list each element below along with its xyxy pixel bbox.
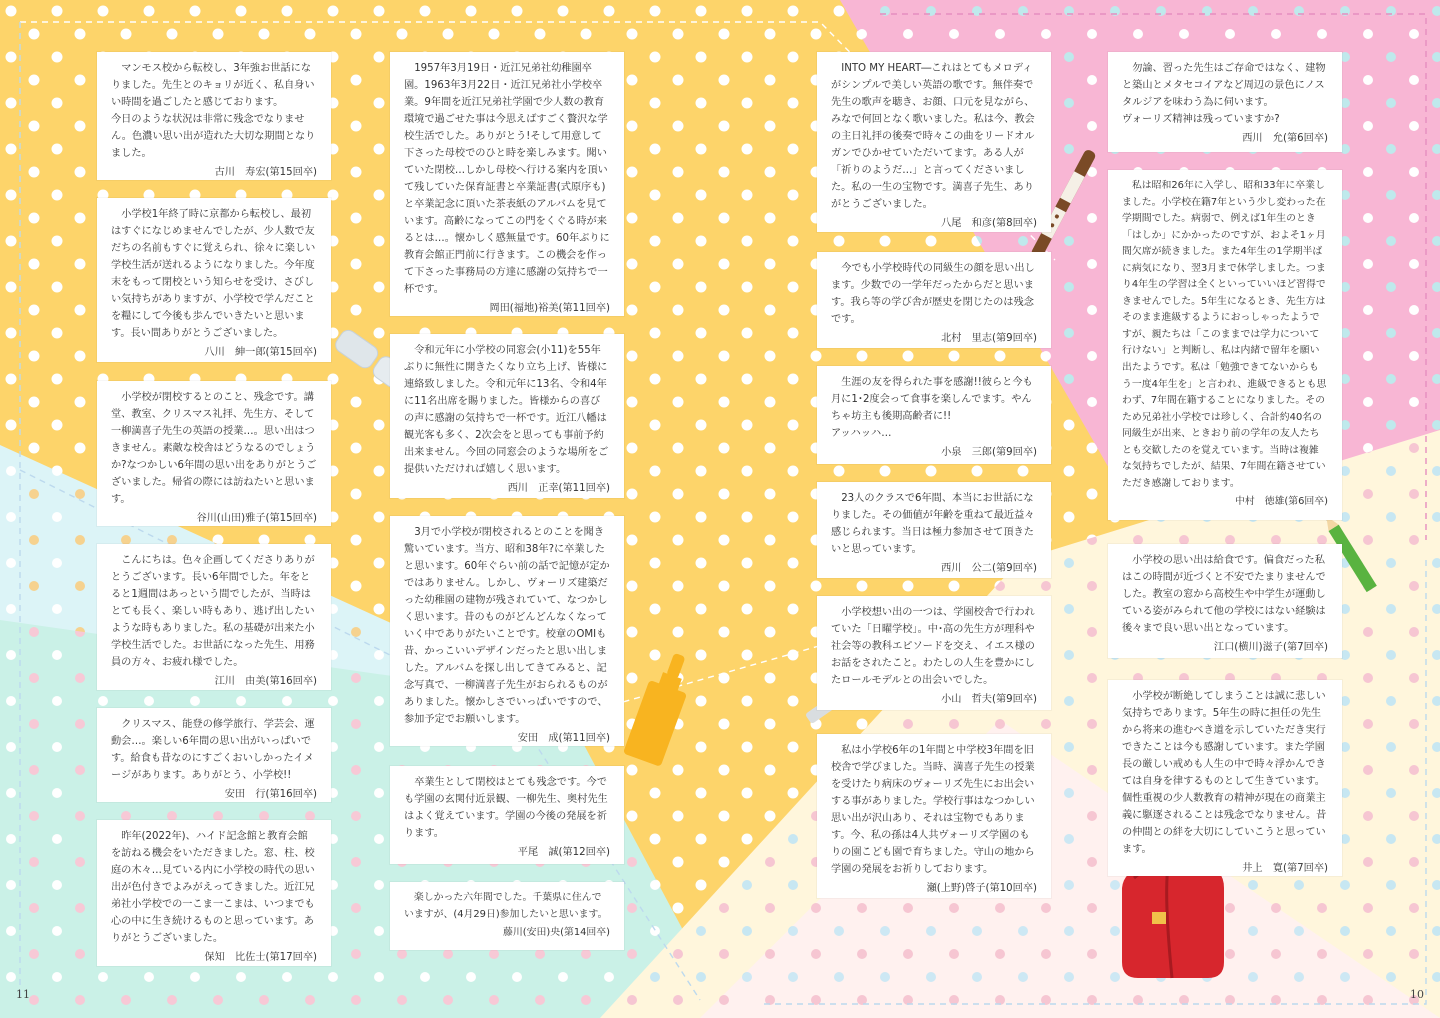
message-text: 今でも小学校時代の同級生の顔を思い出します。少数での一学年だったからだと思います。我ら等の学び舎が歴史を閉じたのは残念です。	[831, 263, 1035, 325]
message-author: 安田 行(第16回卒)	[224, 789, 317, 800]
message-text: こんにちは。色々企画してくださりありがとうございます。長い6年間でした。年をとると1週間はあっという間でしたが、当時はとても長く、楽しい時もあり、逃げ出したいような時もありました。私の基礎が出来た小学校生活でした。お世話になった先生、用務員の方々、お疲れ様でした。	[111, 555, 315, 668]
message-card	[1108, 680, 1342, 876]
message-author: 八尾 和彦(第8回卒)	[941, 218, 1037, 229]
message-author: 井上 寛(第7回卒)	[1242, 863, 1328, 874]
page-number-left: 11	[16, 988, 30, 1001]
message-text: 昨年(2022年)、ハイド記念館と教育会館を訪ねる機会をいただきました。窓、柱、校庭の木々…見ている内に小学校の時代の思い出が色付きでよみがえってきました。近江兄弟社小学校での一こま一こまは、いつまでも心の中に生き続けるものと思っています。ありがとうございました。	[111, 831, 315, 944]
message-text: 1957年3月19日・近江兄弟社幼稚園卒園。1963年3月22日・近江兄弟社小学校卒業。9年間を近江兄弟社学園で少人数の教育環境で過ごせた事は今思えばすごく贅沢な学校生活でした。ありがとう!そして用意して下さった母校でのひと時を楽しみます。聞いていた閉校…しかし母校へ行ける案内を頂いて残していた保育証書と卒業証書(式原序も)と卒業記念に頂いた茶表紙のアルバムを見ています。高齢になってこの門をくぐる時が来るとは…。懐かしく感無量です。60年ぶりに教育会館正門前に行きます。この機会を作って下さった事務局の方達に感謝の気持ちで一杯です。	[404, 63, 610, 295]
message-author: 岡田(福地)裕美(第11回卒)	[489, 303, 610, 314]
message-card	[817, 482, 1051, 578]
message-card	[390, 52, 624, 316]
message-text: 3月で小学校が閉校されるとのことを聞き驚いています。当方、昭和38年?に卒業したと思います。60年ぐらい前の話で記憶が定かではありません。しかし、ヴォーリズ建築だった幼稚園の建物が残されていて、なつかしく思います。昔のものがどんどんなくなっていく中でありがたいことです。校章のOMIも昔、かっこいいデザインだったと思い出しました。アルバムを探し出してきてみると、記念写真で、一柳満喜子先生がおられるものがありました。懐かしさでいっぱいですので、参加予定でお願いします。	[404, 527, 610, 725]
message-card	[390, 334, 624, 498]
message-author: 北村 里志(第9回卒)	[941, 333, 1037, 344]
message-text: 小学校想い出の一つは、学園校舎で行われていた「日曜学校」。中･高の先生方が理科や社会等の教科エピソードを交え、イエス様のお話をされたこと。わたしの人生を豊かにしたロールモデルとの出会いでした。	[831, 607, 1035, 686]
message-text: 勿論、習った先生はご存命ではなく、建物と築山とメタセコイアなど周辺の景色にノスタルジアを味わう為に伺います。 ヴォーリズ精神は残っていますか?	[1122, 63, 1326, 125]
message-author: 谷川(山田)雅子(第15回卒)	[196, 513, 317, 524]
message-card	[1108, 170, 1342, 520]
message-author: 瀬(上野)啓子(第10回卒)	[926, 883, 1037, 894]
message-card	[390, 882, 624, 950]
message-author: 西川 正幸(第11回卒)	[507, 483, 610, 494]
message-author: 平尾 誠(第12回卒)	[517, 847, 610, 858]
message-author: 西川 允(第6回卒)	[1242, 133, 1328, 144]
page-number-right: 10	[1410, 988, 1424, 1001]
message-author: 江川 由美(第16回卒)	[214, 676, 317, 687]
message-card	[97, 708, 331, 802]
message-text: 生涯の友を得られた事を感謝!!彼らと今も月に1･2度会って食事を楽しんでます。やんちゃ坊主も後期高齢者に!! アッハッハ…	[831, 377, 1033, 439]
message-author: 小山 哲夫(第9回卒)	[941, 694, 1037, 705]
message-text: クリスマス、能登の修学旅行、学芸会、運動会…。楽しい6年間の思い出がいっぱいです。給食も昔なのにすごくおいしかったイメージがあります。ありがとう、小学校!!	[111, 719, 315, 781]
message-card	[817, 252, 1051, 348]
message-text: 小学校が閉校するとのこと、残念です。講堂、教室、クリスマス礼拝、先生方、そして一柳満喜子先生の英語の授業…。思い出はつきません。素敵な校舎はどうなるのでしょうか?なつかしい6年間の思い出をありがとうございました。帰省の際には訪ねたいと思います。	[111, 392, 317, 505]
message-card	[1108, 544, 1342, 658]
message-card	[97, 820, 331, 966]
message-text: 私は小学校6年の1年間と中学校3年間を旧校舎で学びました。当時、満喜子先生の授業を受けたり病床のヴォーリズ先生にお出会いする事がありました。学校行事はなつかしい思い出が沢山あり、それは宝物でもあります。今、私の孫は4人共ヴォーリズ学園のもりの園こども園で育ちました。守山の地から学園の発展をお祈りしております。	[831, 745, 1035, 875]
message-author: 中村 徳雄(第6回卒)	[1235, 496, 1328, 508]
message-author: 安田 成(第11回卒)	[517, 733, 610, 744]
message-card	[817, 52, 1051, 232]
message-card	[817, 366, 1051, 464]
message-text: 私は昭和26年に入学し、昭和33年に卒業しました。小学校在籍7年という少し変わった在学期間でした。病弱で、例えば1年生のとき「はしか」にかかったのですが、およそ1ヶ月間欠席が続きました。また4年生の1学期半ばに病気になり、翌3月まで休学しました。つまり4年生の学習は全くといっていいほど習得できませんでした。5年生になるとき、先生方はそのまま進級するようにおっしゃったようですが、親たちは「このままでは学力について行けない」と判断し、私は内緒で留年を願い出たようです。私は「勉強できてないからもう一度4年生を」と言われ、進級できるとも思わず、7年間在籍することになりました。そのため兄弟社小学校では珍しく、合計約40名の同級生が出来、ときおり前の学年の友人たちとも交歓したのを覚えています。当時は複雑な気持ちでしたが、結果、7年間在籍させていただき感謝しております。	[1122, 180, 1327, 489]
message-text: 卒業生として閉校はとても残念です。今でも学園の玄関付近景観、一柳先生、奥村先生はよく覚えています。学園の今後の発展を祈ります。	[404, 777, 608, 839]
message-author: 小泉 三郎(第9回卒)	[941, 447, 1037, 458]
message-card	[390, 516, 624, 746]
message-author: 保知 比佐士(第17回卒)	[204, 952, 317, 963]
message-text: 小学校が断絶してしまうことは誠に悲しい気持ちであります。5年生の時に担任の先生から将来の進むべき道を示していただき実行できたことは今も感謝しています。また学園長の厳しい戒めも人生の中で時々浮かんできては自身を律するものとして生きています。個性重視の少人数教育の精神が現在の商業主義に駆逐されることは残念でなりません。昔の仲間との絆を大切にしていこうと思っています。	[1122, 691, 1327, 855]
message-text: マンモス校から転校し、3年強お世話になりました。先生とのキョリが近く、私自身いい時間を過ごしたと感じております。 今日のような状況は非常に残念でなりません。色濃い思い出が造れた大切な期間となりました。	[111, 63, 316, 159]
message-card	[97, 198, 331, 362]
message-text: 小学校の思い出は給食です。偏食だった私はこの時間が近づくと不安でたまりませんでした。教室の窓から高校生や中学生が運動している姿がみられて他の学校にはない経験は後々まで良い思い出となっています。	[1122, 555, 1326, 634]
message-author: 古川 寿宏(第15回卒)	[214, 167, 317, 178]
message-card	[817, 734, 1051, 898]
message-author: 八川 紳一郎(第15回卒)	[204, 347, 317, 358]
message-card	[97, 52, 331, 180]
message-card	[817, 596, 1051, 710]
message-card	[97, 381, 331, 526]
message-author: 西川 公二(第9回卒)	[941, 563, 1037, 574]
message-text: 23人のクラスで6年間、本当にお世話になりました。その価値が年齢を重ねて最近益々感じられます。当日は極力参加させて頂きたいと思っています。	[831, 493, 1035, 555]
message-text: INTO MY HEART―これはとてもメロディがシンプルで美しい英語の歌です。無伴奏で先生の歌声を聴き、お顔、口元を見ながら、みなで何回となく歌いました。私は今、教会の主日礼拝の後奏で時々この曲をリードオルガンでひかせていただいてます。ある人が「祈りのようだ…」と言ってくださいました。私の一生の宝物です。満喜子先生、ありがとうございました。	[831, 63, 1035, 210]
glue-icon	[622, 650, 702, 770]
message-text: 小学校1年終了時に京都から転校し、最初はすぐになじめませんでしたが、少人数で友だちの名前もすぐに覚えられ、徐々に楽しい学校生活が送れるようになりました。今年度末をもって閉校という知らせを受け、さびしい気持ちがありますが、小学校で学んだことを糧にして今後も歩んでいきたいと思います。長い間ありがとうございました。	[111, 209, 316, 339]
message-text: 楽しかった六年間でした。千葉県に住んでいますが、(4月29日)参加したいと思います。	[404, 892, 608, 920]
message-card	[1108, 52, 1342, 152]
message-card	[390, 766, 624, 864]
message-author: 藤川(安田)央(第14回卒)	[503, 927, 610, 939]
message-author: 江口(横川)滋子(第7回卒)	[1213, 642, 1328, 653]
message-text: 令和元年に小学校の同窓会(小11)を55年ぶりに無性に開きたくなり立ち上げ、皆様に連絡致しました。令和元年に13名、令和4年に11名出席を賜りました。皆様からの喜びの声に感謝の気持ちで一杯です。近江八幡は観光客も多く、2次会をと思っても事前予約出来ません。今回の同窓会のような場所をご提供いただければ嬉しく思います。	[404, 345, 609, 475]
message-card	[97, 544, 331, 690]
